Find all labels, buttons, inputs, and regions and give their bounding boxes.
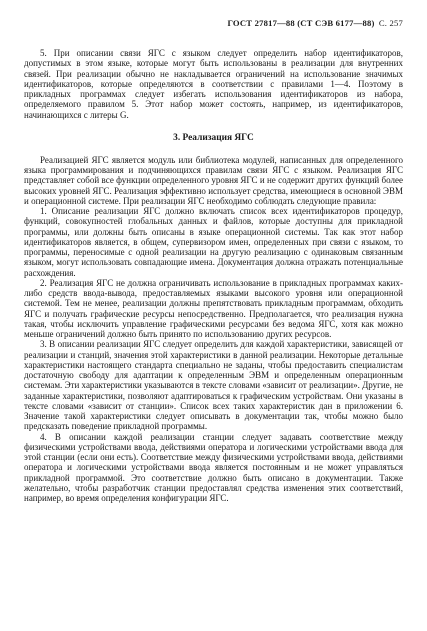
page-header [24,18,403,28]
section-title: 3. Реализация ЯГС [173,132,254,143]
rule-4-paragraph: 4. В описании каждой реализации станции следует задавать соответствие между физическими устройствами ввода, действиями оператора и логическими устройствами ввода для этой станции (если они есть). Соответствие между физическими устройствами ввода, действиями оператора и логическими устройствами ввода является постоянным и не может управляться прикладной программой. Это соответствие должно быть описано в документации. Также желательно, чтобы разработчик станции предоставлял средства изменения этих соответствий, например, во время определения конфигурации ЯГС. [24,431,403,503]
page-number: С. 257 [378,18,403,28]
rule-2-paragraph: 2. Реализация ЯГС не должна ограничивать использование в прикладных программах каких-либо средств ввода-вывода, предоставляемых языками высокого уровня или операционной системой. Тем не менее, реализации должны препятствовать прикладным программам, обходить ЯГС и получать графические ресурсы непосредственно. Предполагается, что реализация нужна такая, чтобы исключить управление графическими ресурсами без ведома ЯГС, хотя как можно меньше ограничений должно быть принято по использованию других ресурсов. [24,277,403,339]
rule-1-paragraph: 1. Описание реализации ЯГС должно включать список всех идентификаторов процедур, функций, совокупностей глобальных данных и файлов, которые доступны для прикладной программы, или должны быть описаны в языке операционной системы. Так как этот набор идентификаторов является, в общем, супервизором имен, определенных при связи с языком, то программы, переносимые с одной реализации на другую реализацию с одинаковым связанным языком, могут использовать совпадающие имена. Документация должна отражать потенциальные расхождения. [24,206,403,278]
intro-paragraph: 5. При описании связи ЯГС с языком следует определить набор идентификаторов, допустимых в этом языке, которые могут быть использованы в реализации для внутренних связей. При реализации обычно не накладывается ограничений на использование значимых идентификаторов, которые определяются в соответствии с правилами 1—4. Поэтому в прикладных программах следует избегать использования идентификаторов из набора, определяемого правилом 5. Этот набор может состоять, например, из идентификаторов, начинающихся с литеры G. [24,48,403,120]
section-intro-paragraph: Реализацией ЯГС является модуль или библиотека модулей, написанных для определенного языка программирования и подчиняющихся правилам связи ЯГС с языком. Реализация ЯГС представляет собой все функции определенного уровня ЯГС и не содержит других функций более высоких уровней ЯГС. Реализация эффективно использует средства, имеющиеся в основной ЭВМ и операционной системе. При реализации ЯГС необходимо соблюдать следующие правила: [24,154,403,206]
standard-designation: ГОСТ 27817—88 (СТ СЭВ 6177—88) [227,18,375,28]
rule-3-paragraph: 3. В описании реализации ЯГС следует определить для каждой характеристики, зависящей от реализации и станций, значения этой характеристики в данной реализации. Некоторые детальные характеристики настоящего стандарта специально не заданы, чтобы предоставить специалистам достаточную свободу для адаптации к определенным ЭВМ и определенным операционным системам. Эти характеристики указываются в тексте словами «зависит от реализации». Другие, не заданные характеристики, позволяют адаптироваться к графическим устройствам. Они указаны в тексте словами «зависит от станции». Список всех таких характеристик дан в приложении 6. Значение такой характеристики следует описывать в документации так, чтобы можно было предсказать поведение прикладной программы. [24,339,403,432]
